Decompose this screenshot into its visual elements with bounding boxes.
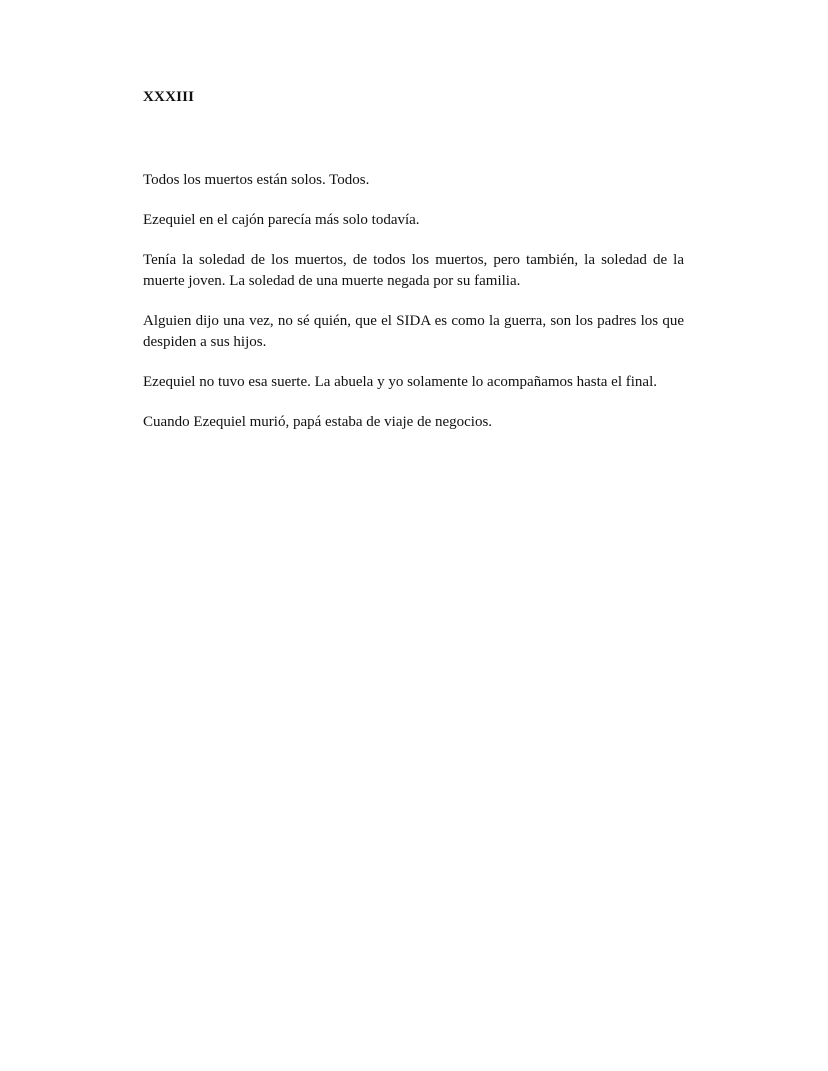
- paragraph-6: Cuando Ezequiel murió, papá estaba de viaje de negocios.: [143, 414, 493, 430]
- paragraph-1: Todos los muertos están solos. Todos.: [143, 172, 370, 188]
- chapter-title: XXXIII: [143, 89, 195, 105]
- paragraph-5: Ezequiel no tuvo esa suerte. La abuela y yo solamente lo acompañamos hasta el final.: [143, 374, 657, 390]
- document-body: [143, 170, 684, 452]
- paragraph-4: Alguien dijo una vez, no sé quién, que el SIDA es como la guerra, son los padres los que despiden a sus hijos.: [143, 313, 684, 350]
- paragraph-2: Ezequiel en el cajón parecía más solo todavía.: [143, 212, 420, 228]
- paragraph-3: Tenía la soledad de los muertos, de todos los muertos, pero también, la soledad de la muerte joven. La soledad de una muerte negada por su familia.: [143, 252, 684, 289]
